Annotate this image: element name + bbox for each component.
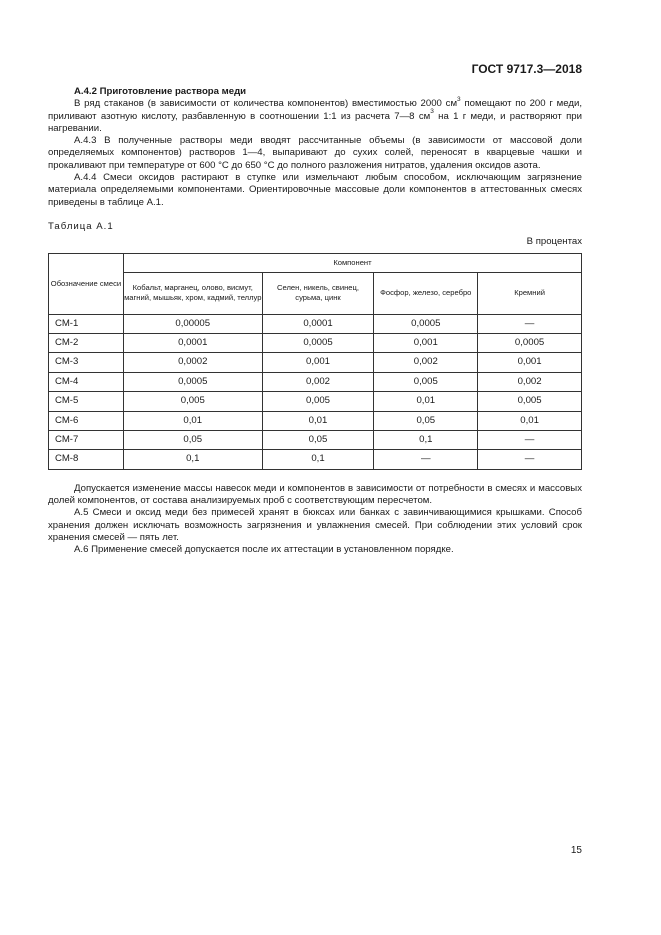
table-cell: 0,01 — [374, 392, 478, 411]
table-row — [49, 430, 582, 449]
table-cell: 0,01 — [123, 411, 262, 430]
row-designation: СМ-1 — [49, 314, 124, 333]
table-cell: 0,0001 — [262, 314, 374, 333]
table-cell: 0,0002 — [123, 353, 262, 372]
table-cell: 0,005 — [262, 392, 374, 411]
table-cell: 0,005 — [478, 392, 582, 411]
page-number: 15 — [570, 845, 582, 856]
components-table — [48, 253, 582, 470]
table-cell: 0,01 — [262, 411, 374, 430]
paragraph-a42 — [48, 98, 582, 135]
table-cell: — — [478, 314, 582, 333]
table-cell: 0,01 — [478, 411, 582, 430]
table-cell: 0,005 — [374, 372, 478, 391]
table-cell: 0,0005 — [374, 314, 478, 333]
table-cell: 0,002 — [262, 372, 374, 391]
section-heading: А.4.2 Приготовление раствора меди — [74, 86, 247, 97]
table-cell: 0,0005 — [262, 333, 374, 352]
table-cell: 0,05 — [262, 430, 374, 449]
row-designation: СМ-4 — [49, 372, 124, 391]
table-cell: 0,0005 — [123, 372, 262, 391]
header-mixture-designation: Обозначение смеси — [49, 253, 124, 314]
paragraph-a42-part3: на 1 г меди, и растворяют при нагревании. — [48, 110, 582, 134]
table-cell: 0,0001 — [123, 333, 262, 352]
table-unit: В процентах — [526, 236, 582, 248]
table-cell: 0,1 — [123, 450, 262, 469]
header-component-1: Кобальт, марганец, олово, висмут, магний, мышьяк, хром, кадмий, теллур — [123, 272, 262, 314]
paragraph-a43: А.4.3 В полученные растворы меди вводят рассчитанные объемы (в зависимости от массовой доли определяемых компонентов) растворов 1—4, выпаривают до сухих солей, переносят в кварцевые чашки и прокаливают при температуре от 600 °С до 650 °С до полного разложения нитратов, удаления оксидов азота. — [48, 135, 582, 171]
table-row — [49, 372, 582, 391]
paragraph-a42-part2: помещают по 200 г меди, приливают азотную кислоту, разбавленную в соотношении 1:1 из расчета 7—8 см — [48, 98, 582, 122]
superscript: 3 — [430, 108, 434, 116]
after-table-section — [48, 483, 582, 557]
table-cell: 0,0005 — [478, 333, 582, 352]
header-component-group: Компонент — [123, 253, 581, 272]
header-component-4: Кремний — [478, 272, 582, 314]
table-row — [49, 353, 582, 372]
table-row — [49, 314, 582, 333]
table-cell: — — [478, 430, 582, 449]
superscript: 3 — [457, 96, 461, 104]
row-designation: СМ-2 — [49, 333, 124, 352]
row-designation: СМ-7 — [49, 430, 124, 449]
table-cell: 0,05 — [123, 430, 262, 449]
table-cell: 0,1 — [374, 430, 478, 449]
row-designation: СМ-5 — [49, 392, 124, 411]
table-cell: — — [374, 450, 478, 469]
paragraph-note: Допускается изменение массы навесок меди и компонентов в зависимости от потребности в смесях и массовых долей компонентов, от состава анализируемых проб с соответствующим пересчетом. — [48, 482, 582, 506]
main-content — [48, 86, 582, 556]
paragraph-a44: А.4.4 Смеси оксидов растирают в ступке или измельчают любым способом, исключающим загрязнение материала определяемыми компонентами. Ориентировочные массовые доли компонентов в аттестованных смесях приведены в таблице А.1. — [48, 172, 582, 208]
table-cell: 0,005 — [123, 392, 262, 411]
table-cell: 0,002 — [478, 372, 582, 391]
table-cell: 0,001 — [478, 353, 582, 372]
table-row — [49, 411, 582, 430]
row-designation: СМ-3 — [49, 353, 124, 372]
paragraph-a5: А.5 Смеси и оксид меди без примесей хранят в бюксах или банках с завинчивающимися крышками. Способ хранения должен исключать возможность загрязнения и увлажнения смесей. При соблюдении этих условий срок хранения смесей — пять лет. — [48, 507, 582, 543]
paragraph-a6: А.6 Применение смесей допускается после их аттестации в установленном порядке. — [74, 544, 454, 556]
table-caption: Таблица А.1 — [48, 220, 114, 232]
table-cell: 0,1 — [262, 450, 374, 469]
table-cell: — — [478, 450, 582, 469]
document-id: ГОСТ 9717.3—2018 — [471, 62, 582, 76]
table-cell: 0,001 — [262, 353, 374, 372]
table-cell: 0,05 — [374, 411, 478, 430]
table-row — [49, 392, 582, 411]
row-designation: СМ-8 — [49, 450, 124, 469]
table-cell: 0,001 — [374, 333, 478, 352]
table-row — [49, 450, 582, 469]
paragraph-a42-part1: В ряд стаканов (в зависимости от количества компонентов) вместимостью 2000 см — [74, 98, 458, 110]
table-cell: 0,002 — [374, 353, 478, 372]
table-cell: 0,00005 — [123, 314, 262, 333]
table-body — [49, 314, 582, 469]
table-row — [49, 333, 582, 352]
header-component-3: Фосфор, железо, серебро — [374, 272, 478, 314]
row-designation: СМ-6 — [49, 411, 124, 430]
header-component-2: Селен, никель, свинец, сурьма, цинк — [262, 272, 374, 314]
